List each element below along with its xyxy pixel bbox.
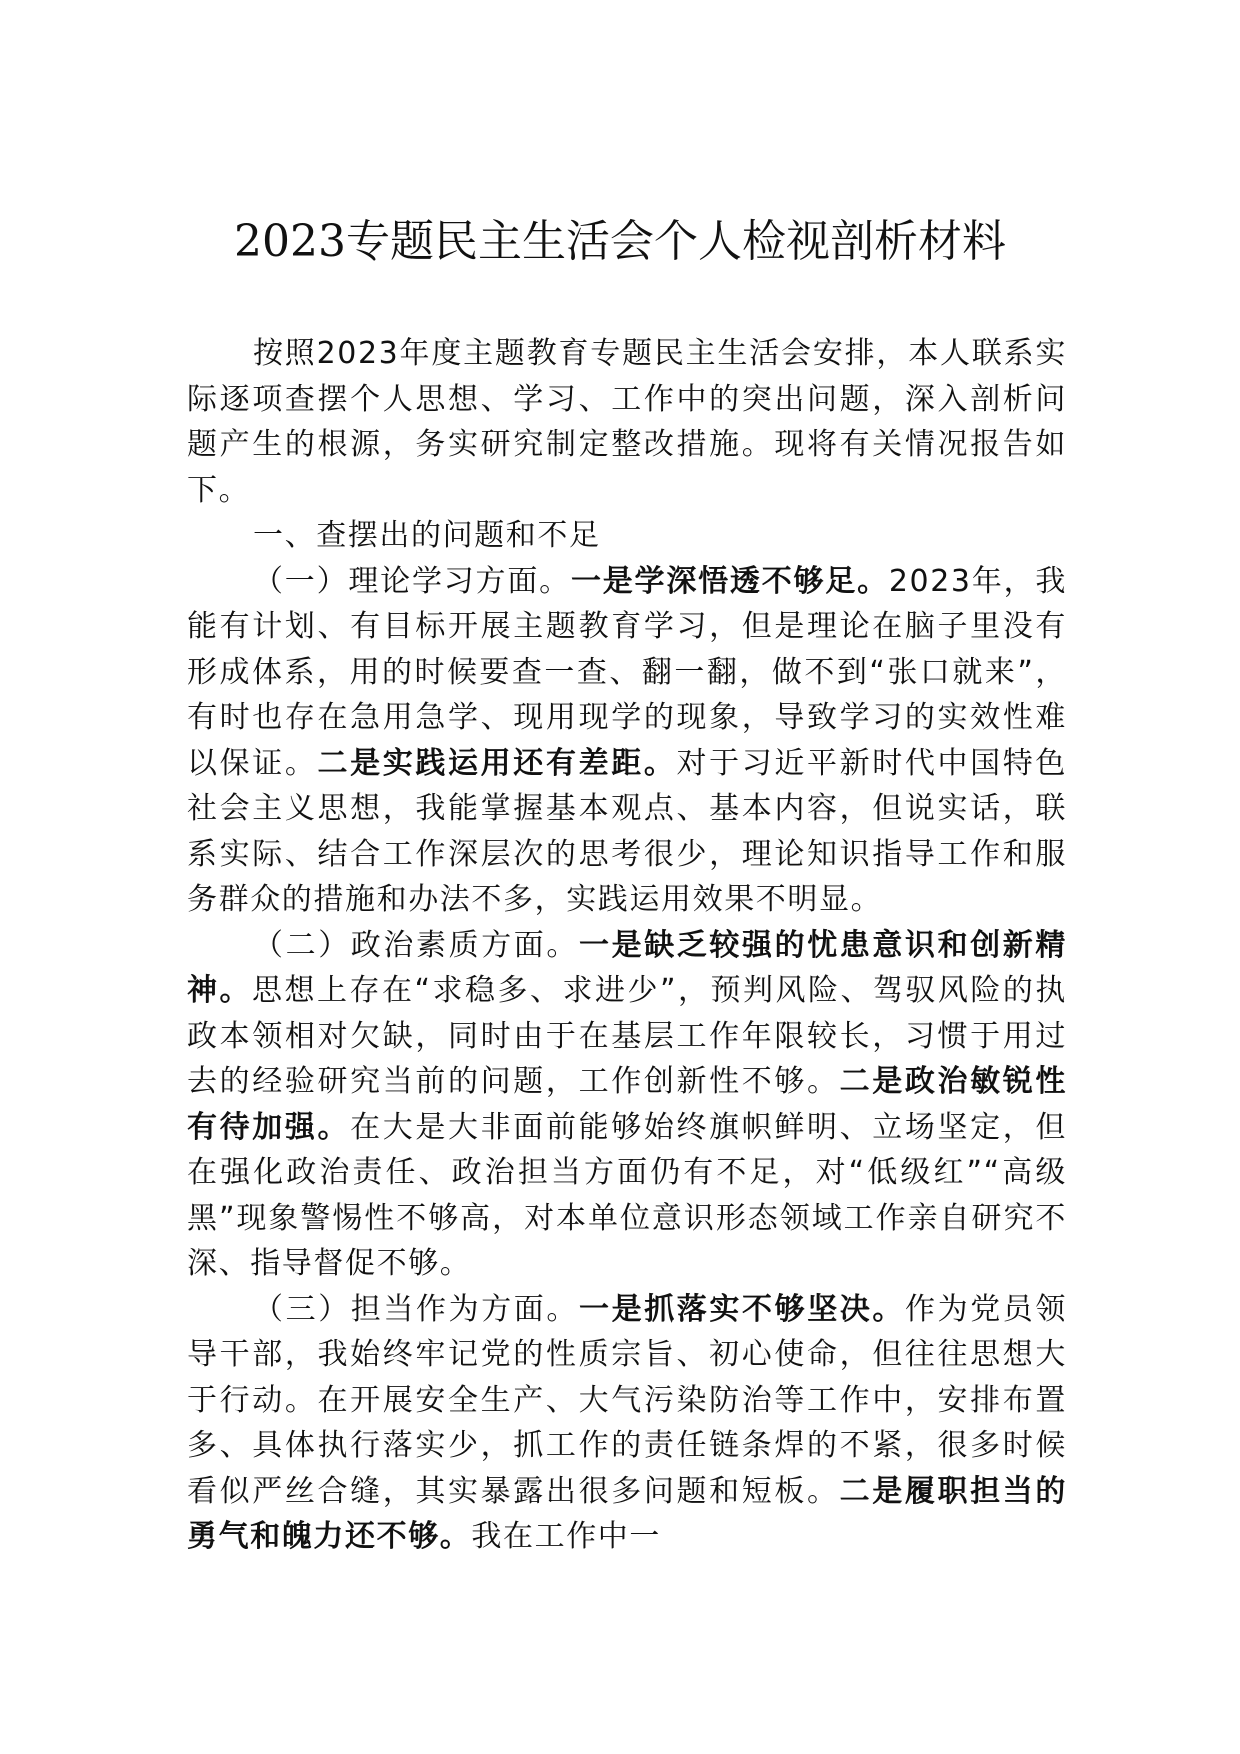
point-body: 在大是大非面前能够始终旗帜鲜明、立场坚定，但在强化政治责任、政治担当方面仍有不足，对“低级红”“高级黑”现象警惕性不够高，对本单位意识形态领域工作亲自研究不深、指导督促不够。: [187, 1109, 1067, 1281]
point-title: 一是抓落实不够坚决。: [579, 1291, 905, 1327]
subsection-label: （一）理论学习方面。: [253, 563, 571, 599]
point-body: 作为党员领导干部，我始终牢记党的性质宗旨、初心使命，但往往思想大于行动。在开展安全生产、大气污染防治等工作中，安排布置多、具体执行落实少，抓工作的责任链条焊的不紧，很多时候看似严丝合缝，其实暴露出很多问题和短板。: [187, 1291, 1067, 1509]
point-title: 二是履职担当的勇气和魄力还不够。: [187, 1473, 1068, 1554]
responsibility-paragraph: [187, 1287, 1067, 1560]
point-body: 我在工作中一: [471, 1519, 662, 1554]
document-title: 2023专题民主生活会个人检视剖析材料: [234, 216, 1006, 267]
point-title: 二是实践运用还有差距。: [317, 745, 677, 781]
point-title: 一是缺乏较强的忧患意识和创新精神。: [187, 927, 1067, 1008]
point-body: 2023年，我能有计划、有目标开展主题教育学习，但是理论在脑子里没有形成体系，用的时候要查一查、翻一翻，做不到“张口就来”，有时也存在急用急学、现用现学的现象，导致学习的实效性难以保证。: [187, 563, 1068, 781]
point-title: 一是学深悟透不够足。: [570, 563, 889, 599]
subsection-label: （三）担当作为方面。: [253, 1291, 579, 1327]
political-quality-paragraph: [187, 923, 1067, 1287]
subsection-label: （二）政治素质方面。: [253, 927, 579, 963]
intro-paragraph: 按照2023年度主题教育专题民主生活会安排，本人联系实际逐项查摆个人思想、学习、工作中的突出问题，深入剖析问题产生的根源，务实研究制定整改措施。现将有关情况报告如下。: [187, 336, 1067, 508]
point-body: 对于习近平新时代中国特色社会主义思想，我能掌握基本观点、基本内容，但说实话，联系实际、结合工作深层次的思考很少，理论知识指导工作和服务群众的措施和办法不多，实践运用效果不明显。: [187, 745, 1067, 917]
document-body: [187, 331, 1067, 1560]
theory-study-paragraph: [187, 559, 1067, 923]
point-title: 二是政治敏锐性有待加强。: [187, 1064, 1068, 1145]
point-body: 思想上存在“求稳多、求进少”，预判风险、驾驭风险的执政本领相对欠缺，同时由于在基层工作年限较长，习惯于用过去的经验研究当前的问题，工作创新性不够。: [187, 973, 1068, 1099]
section-heading: 一、查摆出的问题和不足: [253, 518, 601, 553]
